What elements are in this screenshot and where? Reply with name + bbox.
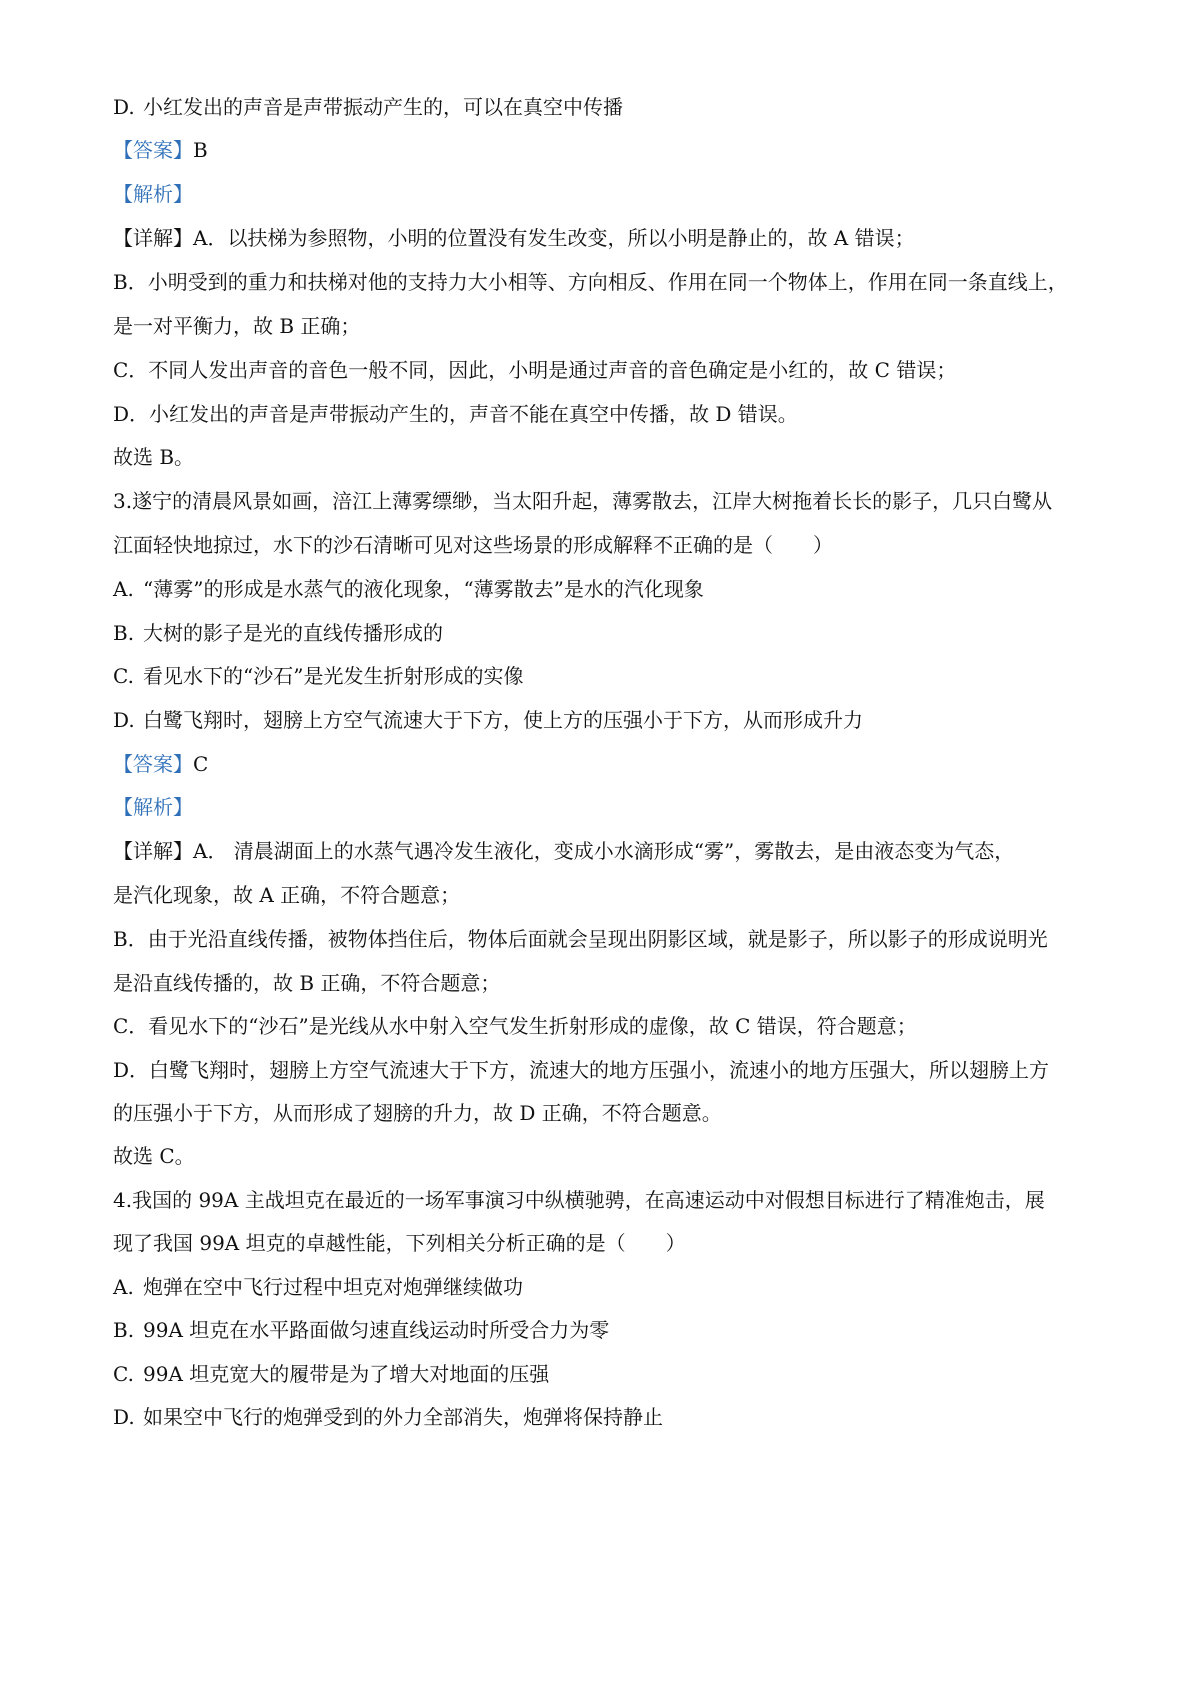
option-text: 白鹭飞翔时，翅膀上方空气流速大于下方，使上方的压强小于下方，从而形成升力: [143, 708, 863, 732]
q3-answer: [113, 750, 208, 778]
q3-analysis-label: 【解析】: [113, 795, 193, 819]
q4-option-a: [113, 1273, 523, 1301]
answer-label: 【答案】: [113, 752, 193, 776]
q3-stem-line: 3.遂宁的清晨风景如画，涪江上薄雾缥缈，当太阳升起，薄雾散去，江岸大树拖着长长的影子，几只白鹭从: [113, 489, 1053, 513]
option-text: 99A 坦克宽大的履带是为了增大对地面的压强: [143, 1362, 550, 1386]
option-text: 如果空中飞行的炮弹受到的外力全部消失，炮弹将保持静止: [143, 1405, 663, 1429]
option-letter: B.: [113, 621, 135, 645]
q3-option-a: [113, 575, 704, 603]
q4-option-b: [113, 1316, 609, 1344]
q3-option-b: [113, 619, 443, 647]
option-letter: C.: [113, 664, 134, 688]
q4-option-d: [113, 1403, 663, 1431]
option-letter: D.: [113, 95, 135, 119]
option-text: 炮弹在空中飞行过程中坦克对炮弹继续做功: [143, 1275, 523, 1299]
q2-detail-line: 是一对平衡力，故 B 正确；: [113, 314, 361, 338]
answer-value: C: [193, 752, 209, 776]
q3-detail-line: B．由于光沿直线传播，被物体挡住后，物体后面就会呈现出阴影区域，就是影子，所以影子的形成说明光: [113, 927, 1048, 951]
q4-option-c: [113, 1360, 549, 1388]
option-letter: A.: [113, 1275, 134, 1299]
answer-label: 【答案】: [113, 138, 193, 162]
q2-detail-line: D．小红发出的声音是声带振动产生的，声音不能在真空中传播，故 D 错误。: [113, 402, 798, 426]
q2-detail-line: 【详解】A．以扶梯为参照物，小明的位置没有发生改变，所以小明是静止的，故 A 错误；: [113, 226, 915, 250]
q3-option-c: [113, 662, 523, 690]
q4-stem-line: 现了我国 99A 坦克的卓越性能，下列相关分析正确的是（ ）: [113, 1231, 686, 1255]
option-letter: B.: [113, 1318, 135, 1342]
q3-option-d: [113, 706, 863, 734]
q2-detail-line: B．小明受到的重力和扶梯对他的支持力大小相等、方向相反、作用在同一个物体上，作用在同一条直线上，: [113, 270, 1068, 294]
option-letter: C.: [113, 1362, 134, 1386]
q2-detail-line: C．不同人发出声音的音色一般不同，因此，小明是通过声音的音色确定是小红的，故 C 错误；: [113, 358, 957, 382]
q3-detail-line: 是汽化现象，故 A 正确，不符合题意；: [113, 883, 461, 907]
option-letter: D.: [113, 708, 135, 732]
q3-detail-line: 【详解】A． 清晨湖面上的水蒸气遇冷发生液化，变成小水滴形成“雾”，雾散去，是由液态变为气态，: [113, 839, 1015, 863]
q3-detail-line: C．看见水下的“沙石”是光线从水中射入空气发生折射形成的虚像，故 C 错误，符合题意；: [113, 1014, 917, 1038]
option-text: “薄雾”的形成是水蒸气的液化现象，“薄雾散去”是水的汽化现象: [143, 577, 704, 601]
q4-stem-line: 4.我国的 99A 主战坦克在最近的一场军事演习中纵横驰骋，在高速运动中对假想目标进行了精准炮击，展: [113, 1188, 1045, 1212]
option-text: 小红发出的声音是声带振动产生的，可以在真空中传播: [143, 95, 623, 119]
q3-detail-line: 的压强小于下方，从而形成了翅膀的升力，故 D 正确，不符合题意。: [113, 1101, 722, 1125]
option-text: 99A 坦克在水平路面做匀速直线运动时所受合力为零: [143, 1318, 610, 1342]
q3-stem-line: 江面轻快地掠过，水下的沙石清晰可见对这些场景的形成解释不正确的是（ ）: [113, 533, 833, 557]
q3-detail-line: D．白鹭飞翔时，翅膀上方空气流速大于下方，流速大的地方压强小，流速小的地方压强大，所以翅膀上方: [113, 1058, 1050, 1082]
option-letter: D.: [113, 1405, 135, 1429]
q2-option-d: [113, 93, 623, 121]
q3-conclusion: 故选 C。: [113, 1144, 195, 1168]
option-text: 看见水下的“沙石”是光发生折射形成的实像: [143, 664, 524, 688]
option-letter: A.: [113, 577, 134, 601]
answer-value: B: [193, 138, 208, 162]
q3-detail-line: 是沿直线传播的，故 B 正确，不符合题意；: [113, 971, 501, 995]
option-text: 大树的影子是光的直线传播形成的: [143, 621, 443, 645]
q2-analysis-label: 【解析】: [113, 182, 193, 206]
q2-conclusion: 故选 B。: [113, 445, 195, 469]
q2-answer: [113, 136, 208, 164]
